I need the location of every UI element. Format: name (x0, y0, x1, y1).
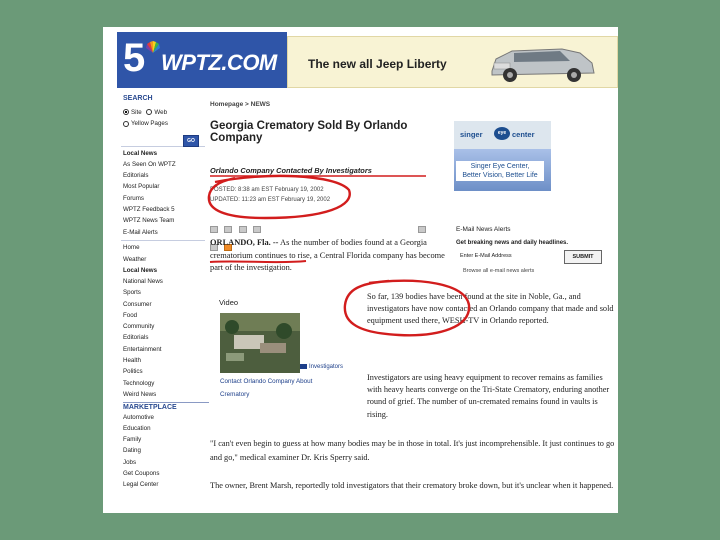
ad-caption-line2: Better Vision, Better Life (462, 172, 538, 179)
video-label: Video (219, 298, 239, 307)
site-logo[interactable] (117, 32, 287, 88)
posted-timestamp: POSTED: 8:38 am EST February 19, 2002 (210, 187, 324, 193)
search-heading: SEARCH (123, 95, 153, 102)
email-icon[interactable] (224, 226, 232, 233)
marketplace-item-get-coupons[interactable]: Get Coupons (123, 469, 160, 477)
submit-button[interactable]: SUBMIT (564, 250, 602, 264)
nav-item-forums[interactable]: Forums (123, 194, 144, 202)
lede-text: As the number of bodies found at a Georgia crematorium continues to rise, a Central Florida company has become part of the investigation. (210, 238, 445, 272)
ad-photo (454, 149, 551, 191)
nav-item-technology[interactable]: Technology (123, 379, 155, 387)
article-final-paragraph: The owner, Brent Marsh, reportedly told investigators that their crematory broke down, but it's unclear when it happened. (210, 481, 614, 490)
marketplace-item-legal-center[interactable]: Legal Center (123, 481, 159, 489)
banner-text: The new all Jeep Liberty (308, 57, 447, 71)
logo-channel-number: 5 (123, 36, 146, 80)
updated-timestamp: UPDATED: 11:23 am EST February 19, 2002 (210, 197, 331, 203)
video-caption-short[interactable] (300, 364, 343, 370)
nav-group-news (117, 149, 209, 238)
bookmark-icon[interactable] (253, 226, 261, 233)
radio-label-yellow-pages: Yellow Pages (131, 120, 168, 128)
marketplace-item-jobs[interactable]: Jobs (123, 458, 137, 466)
nbc-peacock-icon (145, 40, 161, 54)
article-paragraph-2: So far, 139 bodies have been found at the site in Noble, Ga., and investigators have now contacted an Orlando company that made and sold equipment used there, WESH-TV in Orlando reported. (367, 292, 614, 326)
breadcrumb[interactable]: Homepage > NEWS (210, 101, 271, 108)
singer-eye-center-ad[interactable] (454, 121, 551, 191)
camera-icon (300, 364, 307, 369)
nav-item-entertainment[interactable]: Entertainment (123, 345, 162, 353)
marketplace-item-education[interactable]: Education (123, 424, 151, 432)
left-navigation (117, 93, 209, 513)
ad-caption (456, 161, 544, 181)
article-quote: "I can't even begin to guess at how many bodies may be in those in total. It's just incomprehensible. It just continues to go and go," medical examiner Dr. Kris Sperry said. (210, 439, 615, 462)
video-thumbnail[interactable] (220, 313, 300, 373)
nav-item-as-seen-on-wptz[interactable]: As Seen On WPTZ (123, 160, 176, 168)
ad-logo (454, 121, 551, 149)
nav-item-home[interactable]: Home (123, 244, 140, 252)
search-option-yellow-pages[interactable] (123, 119, 209, 129)
nav-item-local-news[interactable]: Local News (123, 149, 158, 157)
ad-brand-eye: eye (494, 127, 510, 140)
radio-selected-icon[interactable] (123, 109, 129, 115)
ad-caption-line1: Singer Eye Center, (470, 163, 530, 170)
nav-item-sports[interactable]: Sports (123, 289, 141, 297)
nav-item-editorials[interactable]: Editorials (123, 334, 149, 342)
nav-item-e-mail-alerts[interactable]: E-Mail Alerts (123, 228, 158, 236)
nav-item-wptz-news-team[interactable]: WPTZ News Team (123, 217, 175, 225)
marketplace-heading: MARKETPLACE (123, 402, 209, 411)
article-lede (210, 237, 445, 275)
nav-group-marketplace (117, 413, 209, 490)
print-icon[interactable] (210, 226, 218, 233)
marketplace-item-dating[interactable]: Dating (123, 447, 141, 455)
article-paragraph-3: Investigators are using heavy equipment to recover remains as families with heavy hearts converge on the Tri-State Crematory, enduring another round of grief. The number of un-cremated remains found in vaults is rising. (367, 373, 610, 419)
text-size-icon[interactable] (418, 226, 426, 233)
nav-item-national-news[interactable]: National News (123, 278, 163, 286)
marketplace-item-automotive[interactable]: Automotive (123, 413, 154, 421)
email-alerts-heading: E-Mail News Alerts (456, 226, 511, 233)
nav-item-wptz-feedback-5[interactable]: WPTZ Feedback 5 (123, 205, 175, 213)
logo-wordmark: WPTZ.COM (161, 50, 277, 75)
nav-item-local-news[interactable]: Local News (123, 266, 158, 274)
jeep-ad-banner[interactable] (287, 36, 618, 88)
email-alerts-subheading: Get breaking news and daily headlines. (456, 240, 569, 246)
nav-item-health[interactable]: Health (123, 357, 141, 365)
nav-item-community[interactable]: Community (123, 323, 155, 331)
nav-item-weird-news[interactable]: Weird News (123, 390, 157, 398)
nav-item-most-popular[interactable]: Most Popular (123, 183, 160, 191)
browser-page (103, 27, 618, 513)
nav-item-politics[interactable]: Politics (123, 368, 143, 376)
radio-icon[interactable] (146, 109, 152, 115)
article-title: Georgia Crematory Sold By Orlando Company (210, 120, 408, 144)
nav-item-weather[interactable]: Weather (123, 255, 147, 263)
search-option-site[interactable] (123, 108, 209, 118)
dateline: ORLANDO, Fla. -- (210, 238, 279, 247)
marketplace-item-family[interactable]: Family (123, 436, 142, 444)
video-caption-short-text: Investigators (309, 364, 344, 371)
radio-label-site: Site (131, 109, 142, 116)
article-subhead: Orlando Company Contacted By Investigators (210, 166, 372, 175)
nav-item-consumer[interactable]: Consumer (123, 300, 152, 308)
nav-item-editorials[interactable]: Editorials (123, 172, 149, 180)
jeep-car-image (484, 41, 599, 85)
nav-group-sections (117, 243, 209, 399)
share-icon[interactable] (239, 226, 247, 233)
browse-alerts-link[interactable]: Browse all e-mail news alerts (463, 268, 535, 274)
search-go-button[interactable]: GO (183, 135, 199, 147)
email-field[interactable]: Enter E-Mail Address (460, 253, 512, 259)
radio-icon[interactable] (123, 121, 129, 127)
ad-brand: singer (460, 130, 483, 139)
ad-brand-center: center (512, 130, 535, 139)
article-toolbar (210, 221, 432, 231)
nav-item-food[interactable]: Food (123, 311, 138, 319)
radio-label-web: Web (154, 109, 168, 116)
video-caption-link[interactable]: Contact Orlando Company About Crematory (220, 378, 313, 398)
